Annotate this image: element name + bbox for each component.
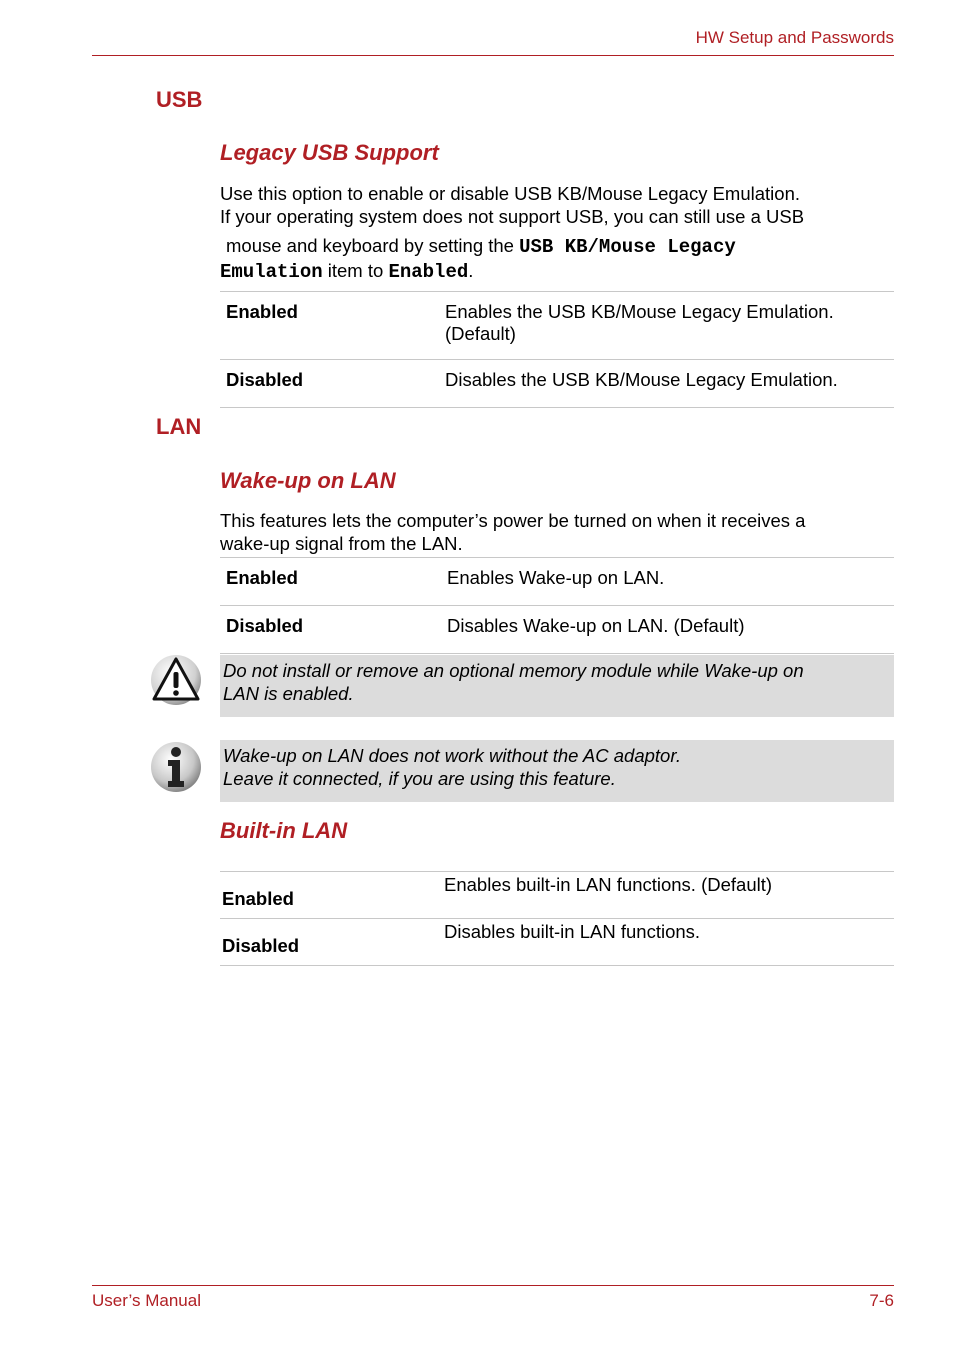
option-key: Enabled xyxy=(220,558,447,606)
legacy-line-4 xyxy=(220,259,900,284)
legacy-line-3 xyxy=(220,234,900,259)
legacy-line-3-text: mouse and keyboard by setting the xyxy=(226,235,514,256)
built-in-lan-options-table xyxy=(220,871,894,966)
wake-on-lan-options-table xyxy=(220,557,894,654)
option-desc: Disables the USB KB/Mouse Legacy Emulation. xyxy=(445,360,894,408)
footer-manual-title: User’s Manual xyxy=(92,1291,201,1310)
legacy-usb-title: Legacy USB Support xyxy=(220,140,439,165)
option-desc: Enables built-in LAN functions. (Default) xyxy=(444,872,894,919)
caution-note xyxy=(220,655,894,717)
table-row xyxy=(220,292,894,360)
running-header: HW Setup and Passwords xyxy=(695,28,894,47)
legacy-period: . xyxy=(468,260,474,281)
legacy-setting-value: Enabled xyxy=(388,261,469,283)
lan-heading: LAN xyxy=(156,414,202,439)
option-key: Disabled xyxy=(220,919,444,966)
legacy-setting-name-cont: Emulation xyxy=(220,261,323,283)
info-note xyxy=(220,740,894,802)
footer-rule xyxy=(92,1285,894,1286)
wake-on-lan-paragraph xyxy=(220,509,900,555)
legacy-setting-name: USB KB/Mouse Legacy xyxy=(519,236,736,258)
info-icon xyxy=(150,741,202,798)
option-key: Enabled xyxy=(220,292,445,360)
option-desc xyxy=(445,292,894,360)
wake-line-1: This features lets the computer’s power be turned on when it receives a xyxy=(220,510,806,531)
legacy-usb-options-table xyxy=(220,291,894,408)
caution-line-2: LAN is enabled. xyxy=(223,683,354,704)
info-line-1: Wake-up on LAN does not work without the AC adaptor. xyxy=(223,745,681,766)
table-row xyxy=(220,919,894,966)
page-number: 7-6 xyxy=(869,1291,894,1310)
legacy-line-2: If your operating system does not support USB, you can still use a USB xyxy=(220,206,805,227)
option-key: Disabled xyxy=(220,606,447,654)
table-row xyxy=(220,558,894,606)
option-desc-line: Enables the USB KB/Mouse Legacy Emulation. xyxy=(445,301,834,322)
table-row xyxy=(220,360,894,408)
option-desc: Enables Wake-up on LAN. xyxy=(447,558,894,606)
built-in-lan-title: Built-in LAN xyxy=(220,818,348,843)
warning-icon xyxy=(150,654,202,711)
table-row xyxy=(220,872,894,919)
legacy-line-4-text: item to xyxy=(327,260,384,281)
option-desc-line: (Default) xyxy=(445,323,516,344)
wake-line-2: wake-up signal from the LAN. xyxy=(220,533,463,554)
caution-line-1: Do not install or remove an optional memory module while Wake-up on xyxy=(223,660,804,681)
usb-heading: USB xyxy=(156,87,203,112)
option-desc: Disables built-in LAN functions. xyxy=(444,919,894,966)
legacy-line-1: Use this option to enable or disable USB KB/Mouse Legacy Emulation. xyxy=(220,183,800,204)
header-rule xyxy=(92,55,894,56)
legacy-usb-paragraph xyxy=(220,182,900,284)
option-key: Disabled xyxy=(220,360,445,408)
option-desc: Disables Wake-up on LAN. (Default) xyxy=(447,606,894,654)
option-key: Enabled xyxy=(220,872,444,919)
info-line-2: Leave it connected, if you are using this feature. xyxy=(223,768,616,789)
table-row xyxy=(220,606,894,654)
wake-on-lan-title: Wake-up on LAN xyxy=(220,468,396,493)
